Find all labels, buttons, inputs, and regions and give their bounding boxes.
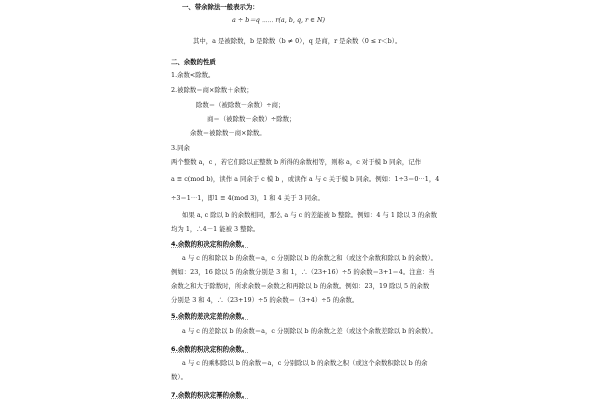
section-7-title: 7.余数的积决定幂的余数。 [171, 391, 249, 399]
section-1-title: 一、带余除法一般表示为： [182, 3, 259, 11]
sum-rule-line-3: 余数之和大于除数时，所求余数＝余数之和再除以 b 的余数。例如：23，19 除以 5 的余数 [171, 282, 430, 290]
congruence-line-4: 如果 a, c 除以 b 的余数相同，那么 a 与 c 的差能被 b 整除。例如：4 与 1 除以 3 的余数 [182, 211, 438, 219]
sum-rule-line-4: 分别是 3 和 4，∴（23+19）÷5 的余数＝（3+4）÷5 的余数。 [171, 296, 359, 304]
section-4-title: 4.余数的和决定和的余数。 [171, 240, 249, 248]
congruence-line-1: 两个整数 a，c ，若它们除以正整数 b 所得的余数相等，则称 a，c 对于模 b 同余，记作 [171, 158, 422, 166]
congruence-line-5: 均为 1，∴4－1 能被 3 整除。 [171, 225, 260, 233]
difference-rule-line-1: a 与 c 的差除以 b 的余数＝a，c 分别除以 b 的余数之差（或这个余数差除以 b 的余数）。 [182, 327, 438, 335]
division-formula: a ÷ b＝q ⋯⋯ r(a, b, q, r ∈ N) [232, 16, 326, 24]
sum-rule-line-1: a 与 c 的和除以 b 的余数＝a，c 分别除以 b 的余数之和（或这个余数和除以 b 的余数）。 [182, 254, 438, 262]
property-2-quotient: 商＝（被除数－余数）÷除数； [207, 115, 296, 123]
property-1: 1.余数<除数。 [171, 71, 215, 79]
section-5-title: 5.余数的差决定差的余数。 [171, 312, 249, 320]
formula-description: 其中，a 是被除数，b 是除数（b ≠ 0），q 是商，r 是余数（0 ≤ r＜b）。 [193, 37, 402, 45]
congruence-line-3: ÷3＝1⋯1，即1 ≡ 4(mod 3)，1 和 4 关于 3 同余。 [171, 194, 324, 202]
congruence-line-2: a ≡ c(mod b)，读作 a 同余于 c 模 b ，或读作 a 与 c 关于模 b 同余。例如：1÷3＝0⋯1，4 [171, 175, 440, 183]
property-3-title: 3.同余 [171, 144, 190, 152]
sum-rule-line-2: 例如：23，16 除以 5 的余数分别是 3 和 1，∴（23+16）÷5 的余数＝3+1＝4。注意：当 [171, 268, 435, 276]
property-2-divisor: 除数＝（被除数－余数）÷商； [196, 101, 285, 109]
product-rule-line-2: 数）。 [171, 373, 187, 381]
section-6-title: 6.余数的积决定积的余数。 [171, 345, 249, 353]
section-2-title: 二、余数的性质 [171, 58, 216, 66]
property-2-remainder: 余数＝被除数－商×除数。 [190, 129, 266, 137]
product-rule-line-1: a 与 c 的乘积除以 b 的余数＝a，c 分别除以 b 的余数之积（或这个余数积除以 b 的余 [182, 359, 428, 367]
property-2: 2.被除数＝商×除数＋余数； [171, 86, 253, 94]
